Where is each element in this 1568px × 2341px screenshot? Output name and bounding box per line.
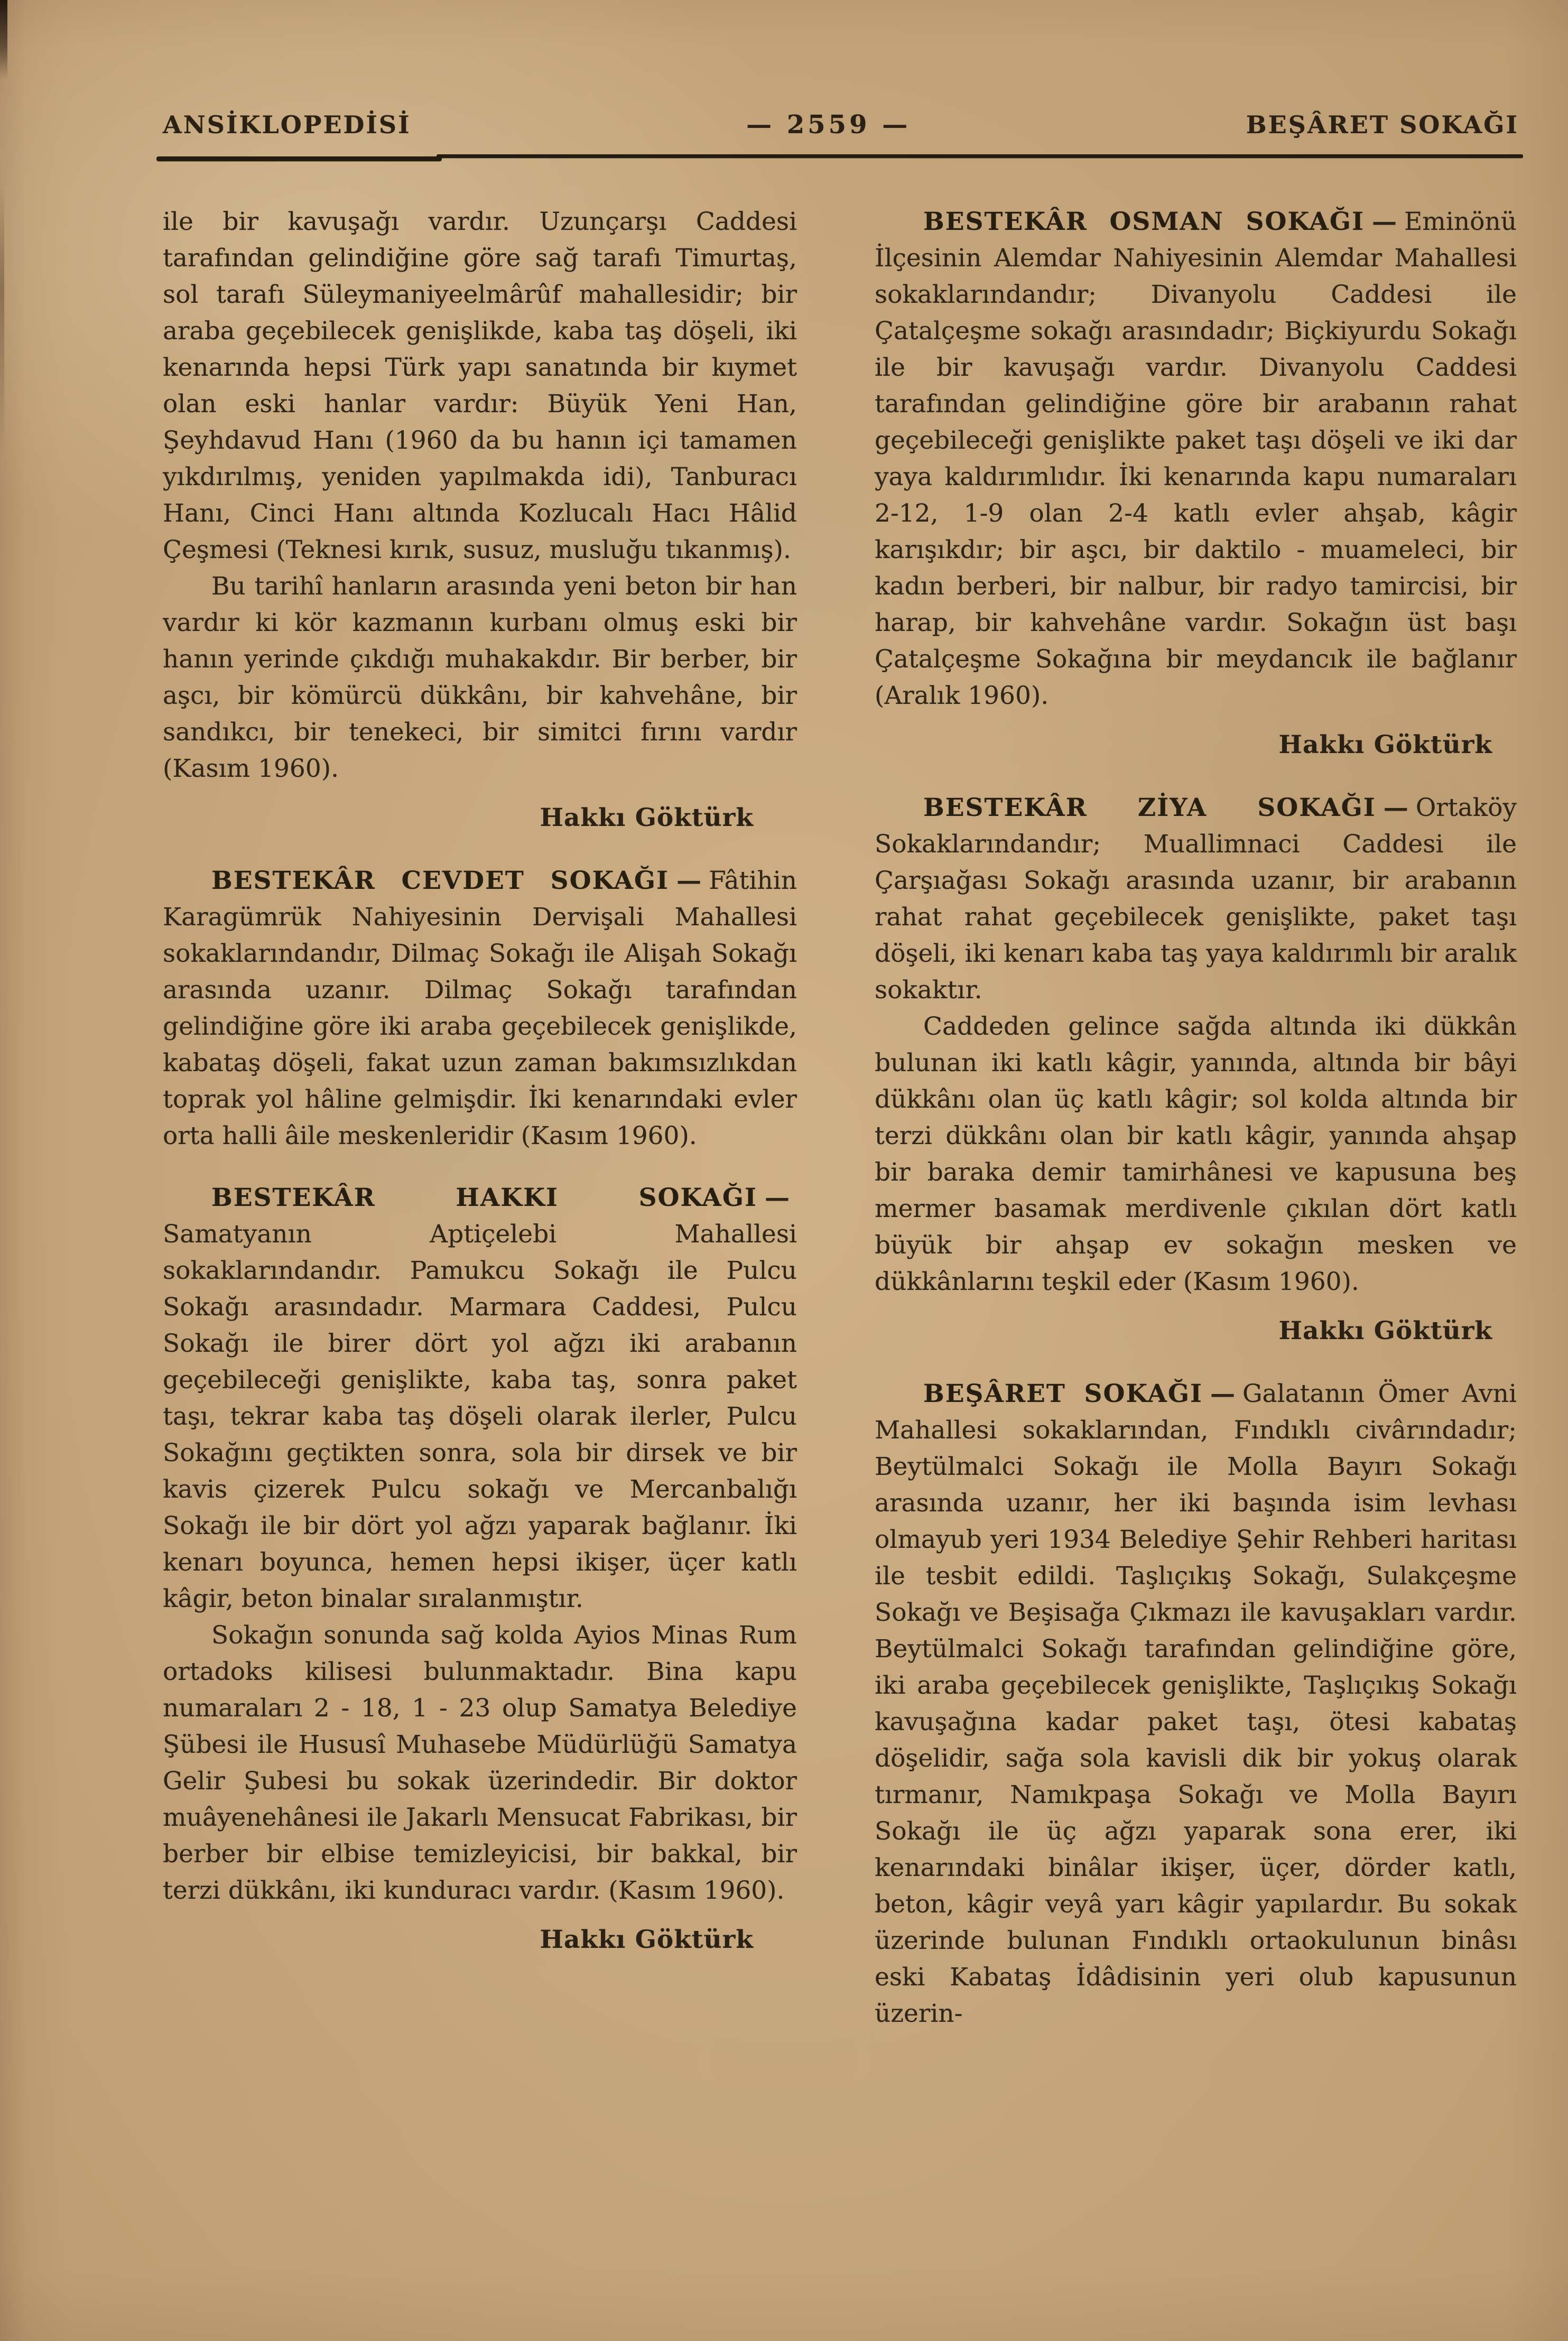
page-edge-shadow [0,0,7,79]
header-rule-right [437,154,1523,158]
entry-dash: — [1383,793,1408,822]
entry-heading: BESTEKÂR HAKKI SOKAĞI [211,1183,757,1212]
entry-text: Samatyanın Aptiçelebi Mahallesi sokaklarındandır. Pamukcu Sokağı ile Pulcu Sokağı arasındadır. Marmara Caddesi, Pulcu Sokağı ile birer dört yol ağzı iki arabanın geçebileceği genişlikte, kaba taş, sonra paket taşı, tekrar kaba taş döşeli olarak ilerler, Pulcu Sokağını geçtikten sonra, sola bir dirsek ve bir kavis çizerek Pulcu sokağı ve Mercanbalığı Sokağı ile bir dört yol ağzı yaparak bağlanır. İki kenarı boyunca, hemen hepsi ikişer, üçer katlı kâgir, beton binalar sıralanmıştır. [163,1220,797,1613]
entry-text: Ortaköy Sokaklarındandır; Muallimnaci Caddesi ile Çarşıağası Sokağı arasında uzanır, bir arabanın rahat rahat geçebilecek genişlikte, paket taşı döşeli, iki kenarı kaba taş yaya kaldırımlı bir aralık sokaktır. [875,793,1517,1005]
header-right-title: BEŞÂRET SOKAĞI [1246,110,1519,139]
entry-text: Eminönü İlçesinin Alemdar Nahiyesinin Alemdar Mahallesi sokaklarındandır; Divanyolu Caddesi ile Çatalçeşme sokağı arasındadır; Biçkiyurdu Sokağı ile bir kavuşağı vardır. Divanyolu Caddesi tarafından gelindiğine göre bir arabanın rahat geçebileceği genişlikte paket taşı döşeli ve iki dar yaya kaldırımlıdır. İki kenarında kapu numaraları 2-12, 1-9 olan 2-4 katlı evler ahşab, kâgir karışıkdır; bir aşcı, bir daktilo - muameleci, bir kadın berberi, bir nalbur, bir radyo tamircisi, bir harap, bir kahvehâne vardır. Sokağın üst başı Çatalçeşme Sokağına bir meydancık ile bağlanır (Aralık 1960). [875,207,1517,710]
entry-heading: BEŞÂRET SOKAĞI [923,1379,1203,1408]
paragraph: Caddeden gelince sağda altında iki dükkân bulunan iki katlı kâgir, yanında, altında bir bâyi dükkânı olan üç katlı kâgir; sol kolda altında bir terzi dükkânı olan bir katlı kâgir, yanında ahşap bir baraka demir tamirhânesi ve kapusuna beş mermer basamak merdivenle çıkılan dört katlı büyük bir ahşap ev sokağın mesken ve dükkânlarını teşkil eder (Kasım 1960). [875,1012,1517,1296]
entry-text: Fâtihin Karagümrük Nahiyesinin Dervişali Mahallesi sokaklarındandır, Dilmaç Sokağı ile Alişah Sokağı arasında uzanır. Dilmaç Sokağı tarafından gelindiğine göre iki araba geçebilecek genişlikde, kabataş döşeli, fakat uzun zaman bakımsızlıkdan toprak yol hâline gelmişdir. İki kenarındaki evler orta halli âile meskenleridir (Kasım 1960). [163,866,797,1150]
paragraph-continuation: ile bir kavuşağı vardır. Uzunçarşı Caddesi tarafından gelindiğine göre sağ tarafı Timurtaş, sol tarafı Süleymaniyeelmârûf mahallesidir; bir araba geçebilecek genişlikde, kaba taş döşeli, iki kenarında hepsi Türk yapı sanatında bir kıymet olan eski hanlar vardır: Büyük Yeni Han, Şeyhdavud Hanı (1960 da bu hanın içi tamamen yıkdırılmış, yeniden yapılmakda idi), Tanburacı Hanı, Cinci Hanı altında Kozlucalı Hacı Hâlid Çeşmesi (Teknesi kırık, susuz, musluğu tıkanmış). [163,207,797,564]
entry-text: Galatanın Ömer Avni Mahallesi sokaklarından, Fındıklı civârındadır; Beytülmalci Sokağı ile Molla Bayırı Sokağı arasında uzanır, her iki başında isim levhası olmayub yeri 1934 Belediye Şehir Rehberi haritası ile tesbit edildi. Taşlıçıkış Sokağı, Sulakçeşme Sokağı ve Beşisağa Çıkmazı ile kavuşakları vardır. Beytülmalci Sokağı tarafından gelindiğine göre, iki araba geçebilecek genişlikte, Taşlıçıkış Sokağı kavuşağına kadar paket taşı, ötesi kabataş döşelidir, sağa sola kavisli dik bir yokuş olarak tırmanır, Namıkpaşa Sokağı ve Molla Bayırı Sokağı ile üç ağzı yaparak sona erer, iki kenarındaki binâlar ikişer, üçer, dörder katlı, beton, kâgir veyâ yarı kâgir yapılardır. Bu sokak üzerinde bulunan Fındıklı ortaokulunun binâsı eski Kabataş İdâdisinin yeri olub kapusunun üzerin- [875,1379,1517,2028]
entry-besaret-sokagi [875,1376,1517,2032]
page-number: — 2559 — [746,110,911,140]
entry-bestekar-ziya-sokagi [875,789,1517,1008]
signature: Hakkı Göktürk [1278,730,1492,759]
signature: Hakkı Göktürk [1278,1316,1492,1345]
entry-heading: BESTEKÂR OSMAN SOKAĞI [923,207,1365,236]
signature: Hakkı Göktürk [540,1925,754,1954]
entry-dash: — [1371,207,1397,236]
paragraph: Bu tarihî hanların arasında yeni beton bir han vardır ki kör kazmanın kurbanı olmuş eski bir hanın yerinde çıkdığı muhakakdır. Bir berber, bir aşcı, bir kömürcü dükkânı, bir kahvehâne, bir sandıkcı, bir tenekeci, bir simitci fırını vardır (Kasım 1960). [163,572,797,783]
page-header [163,110,1519,147]
entry-dash: — [1210,1379,1235,1408]
paragraph: Sokağın sonunda sağ kolda Ayios Minas Rum ortadoks kilisesi bulunmaktadır. Bina kapu numaraları 2 - 18, 1 - 23 olup Samatya Belediye Şübesi ile Hususî Muhasebe Müdürlüğü Samatya Gelir Şubesi bu sokak üzerindedir. Bir doktor muâyenehânesi ile Jakarlı Mensucat Fabrikası, bir berber bir elbise temizleyicisi, bir bakkal, bir terzi dükkânı, iki kunduracı vardır. (Kasım 1960). [163,1621,797,1905]
page-edge-mark [0,180,4,454]
column-right [875,203,1517,2032]
signature: Hakkı Göktürk [540,803,754,832]
column-left [163,203,797,1984]
entry-dash: — [765,1183,790,1212]
entry-heading: BESTEKÂR ZİYA SOKAĞI [923,793,1376,822]
entry-bestekar-hakki-sokagi [163,1179,797,1617]
entry-heading: BESTEKÂR CEVDET SOKAĞI [211,866,670,895]
entry-bestekar-osman-sokagi [875,203,1517,714]
entry-bestekar-cevdet-sokagi [163,862,797,1154]
header-rule-left [156,156,442,161]
entry-dash: — [676,866,702,895]
header-left-title: ANSİKLOPEDİSİ [163,110,411,139]
